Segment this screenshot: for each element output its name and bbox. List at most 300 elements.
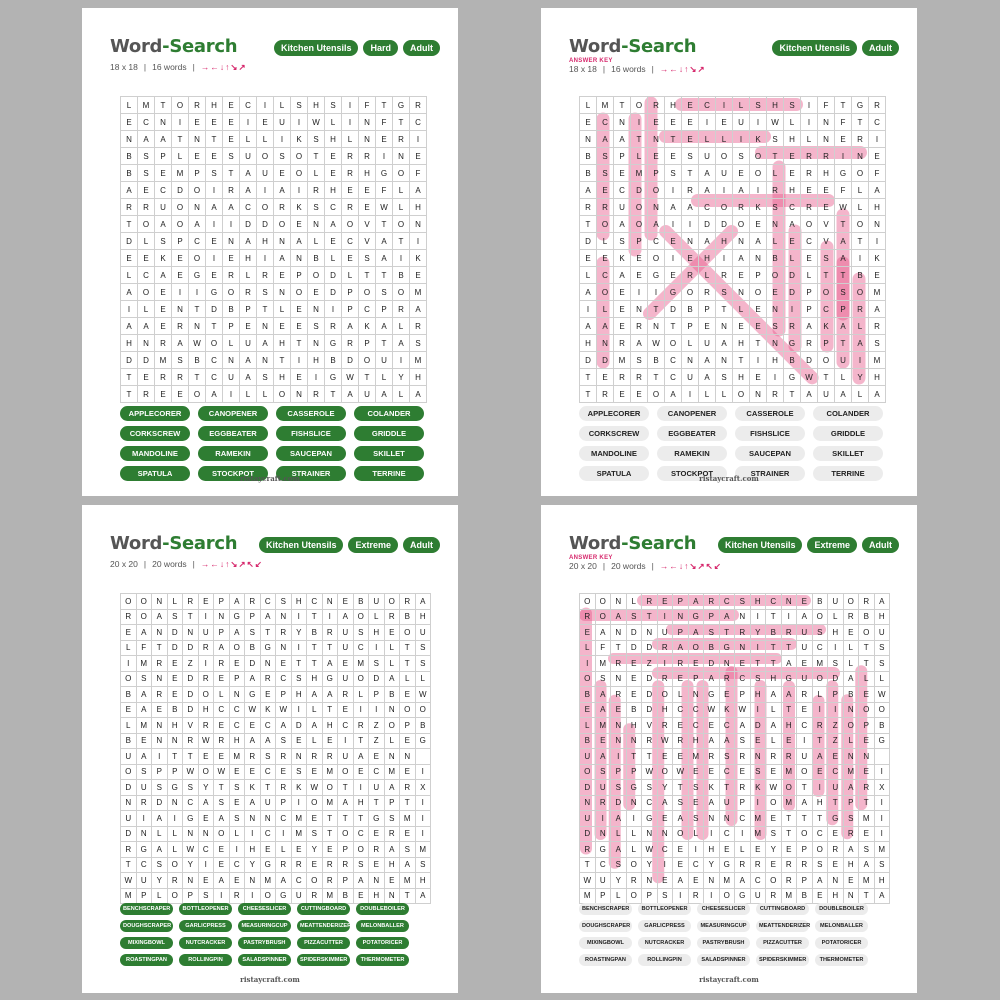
grid-cell: R: [631, 318, 648, 335]
grid-cell: E: [338, 702, 354, 718]
grid-cell: E: [657, 594, 673, 610]
grid-cell: E: [682, 250, 699, 267]
grid-cell: B: [121, 148, 138, 165]
grid-cell: W: [308, 114, 325, 131]
grid-cell: O: [198, 687, 214, 703]
grid-cell: N: [152, 671, 168, 687]
grid-cell: E: [682, 114, 699, 131]
grid-cell: I: [393, 352, 410, 369]
grid-cell: D: [325, 284, 342, 301]
grid-cell: A: [257, 335, 274, 352]
grid-cell: H: [733, 335, 750, 352]
grid-cell: S: [138, 148, 155, 165]
grid-cell: R: [843, 609, 859, 625]
word-count: 16 words: [611, 64, 646, 74]
grid-cell: H: [410, 369, 427, 386]
grid-cell: E: [733, 318, 750, 335]
grid-cell: E: [657, 749, 673, 765]
grid-cell: L: [342, 131, 359, 148]
grid-cell: I: [750, 640, 766, 656]
grid-cell: O: [308, 267, 325, 284]
grid-cell: N: [735, 640, 751, 656]
grid-cell: S: [682, 148, 699, 165]
grid-cell: C: [410, 114, 427, 131]
grid-cell: R: [869, 318, 886, 335]
grid-cell: E: [206, 114, 223, 131]
sheet-meta: 18 x 18 | 16 words | →←↓↑↘↗: [569, 64, 706, 74]
grid-cell: S: [276, 733, 292, 749]
grid-cell: R: [781, 873, 797, 889]
sheet-meta: 20 x 20 | 20 words | →←↓↑↘↗↖↙: [569, 561, 722, 571]
grid-cell: O: [657, 764, 673, 780]
grid-cell: E: [172, 250, 189, 267]
grid-cell: N: [688, 687, 704, 703]
grid-row: [121, 301, 427, 318]
grid-cell: F: [835, 114, 852, 131]
grid-cell: U: [338, 625, 354, 641]
grid-cell: O: [781, 780, 797, 796]
grid-cell: C: [597, 267, 614, 284]
grid-cell: G: [376, 165, 393, 182]
grid-cell: N: [152, 733, 168, 749]
audience-badge: Adult: [862, 40, 899, 56]
grid-cell: E: [338, 656, 354, 672]
grid-cell: W: [874, 687, 890, 703]
grid-cell: B: [784, 352, 801, 369]
grid-cell: T: [400, 888, 416, 904]
grid-cell: N: [183, 873, 199, 889]
grid-cell: E: [688, 656, 704, 672]
grid-cell: L: [274, 301, 291, 318]
grid-cell: A: [384, 842, 400, 858]
grid-cell: N: [276, 640, 292, 656]
grid-cell: G: [369, 811, 385, 827]
grid-row: [580, 826, 890, 842]
grid-cell: A: [699, 352, 716, 369]
grid-cell: A: [322, 687, 338, 703]
grid-row: [121, 369, 427, 386]
grid-cell: A: [735, 873, 751, 889]
word-chip: GRIDDLE: [354, 426, 424, 441]
grid-cell: A: [121, 182, 138, 199]
grid-cell: C: [198, 842, 214, 858]
grid-cell: N: [580, 795, 596, 811]
letter-grid: [579, 593, 890, 904]
grid-cell: N: [369, 873, 385, 889]
grid-cell: S: [750, 764, 766, 780]
grid-cell: N: [750, 749, 766, 765]
grid-cell: R: [801, 199, 818, 216]
grid-cell: I: [716, 97, 733, 114]
grid-cell: E: [597, 182, 614, 199]
grid-cell: E: [152, 702, 168, 718]
grid-row: [121, 625, 431, 641]
grid-cell: R: [274, 199, 291, 216]
grid-cell: W: [735, 702, 751, 718]
word-chip: SALADSPINNER: [238, 954, 291, 966]
grid-cell: R: [682, 182, 699, 199]
grid-cell: C: [699, 97, 716, 114]
grid-cell: I: [828, 640, 844, 656]
grid-cell: N: [733, 233, 750, 250]
sheet-title: [110, 36, 237, 57]
grid-cell: G: [626, 780, 642, 796]
grid-cell: R: [353, 718, 369, 734]
grid-cell: O: [307, 795, 323, 811]
grid-cell: N: [735, 609, 751, 625]
grid-cell: A: [835, 233, 852, 250]
grid-cell: P: [673, 594, 689, 610]
grid-cell: O: [400, 702, 416, 718]
grid-cell: L: [597, 301, 614, 318]
grid-cell: A: [198, 795, 214, 811]
grid-cell: C: [673, 702, 689, 718]
grid-cell: P: [735, 795, 751, 811]
grid-cell: C: [812, 826, 828, 842]
grid-cell: K: [291, 199, 308, 216]
grid-cell: S: [767, 199, 784, 216]
grid-cell: S: [767, 131, 784, 148]
grid-cell: O: [580, 671, 596, 687]
grid-cell: T: [766, 609, 782, 625]
answer-key-sheet-20: [541, 505, 917, 993]
grid-cell: N: [682, 352, 699, 369]
grid-cell: C: [828, 764, 844, 780]
grid-cell: D: [801, 352, 818, 369]
grid-cell: A: [338, 609, 354, 625]
grid-cell: E: [155, 284, 172, 301]
word-chip: CORKSCREW: [579, 426, 649, 441]
grid-cell: W: [121, 873, 137, 889]
grid-cell: M: [843, 764, 859, 780]
grid-row: [121, 764, 431, 780]
grid-cell: L: [121, 718, 137, 734]
grid-cell: S: [611, 857, 627, 873]
grid-cell: H: [733, 369, 750, 386]
grid-cell: R: [322, 749, 338, 765]
grid-cell: R: [704, 749, 720, 765]
grid-cell: Y: [852, 369, 869, 386]
grid-cell: I: [257, 250, 274, 267]
grid-cell: P: [682, 318, 699, 335]
grid-cell: T: [189, 369, 206, 386]
grid-cell: S: [155, 233, 172, 250]
grid-cell: E: [614, 301, 631, 318]
grid-cell: S: [665, 165, 682, 182]
grid-cell: M: [812, 656, 828, 672]
grid-cell: L: [699, 131, 716, 148]
grid-cell: G: [704, 687, 720, 703]
grid-cell: E: [665, 114, 682, 131]
grid-cell: D: [167, 640, 183, 656]
grid-cell: E: [735, 764, 751, 780]
grid-cell: G: [735, 888, 751, 904]
grid-cell: G: [136, 842, 152, 858]
grid-cell: M: [400, 873, 416, 889]
grid-cell: P: [338, 842, 354, 858]
grid-cell: S: [384, 811, 400, 827]
grid-cell: P: [342, 284, 359, 301]
grid-cell: I: [291, 114, 308, 131]
grid-cell: A: [704, 733, 720, 749]
grid-cell: E: [274, 267, 291, 284]
grid-cell: T: [766, 640, 782, 656]
grid-cell: R: [735, 857, 751, 873]
grid-cell: O: [214, 826, 230, 842]
grid-cell: A: [614, 131, 631, 148]
word-chip: ROASTINGPAN: [120, 954, 173, 966]
grid-cell: E: [828, 749, 844, 765]
grid-cell: R: [155, 369, 172, 386]
grid-cell: L: [673, 687, 689, 703]
grid-cell: O: [626, 857, 642, 873]
word-chip: MANDOLINE: [579, 446, 649, 461]
sheet-header: [569, 36, 899, 82]
grid-cell: A: [631, 335, 648, 352]
grid-cell: U: [136, 780, 152, 796]
grid-cell: G: [642, 811, 658, 827]
audience-badge: Adult: [403, 40, 440, 56]
grid-cell: E: [812, 888, 828, 904]
grid-cell: M: [781, 888, 797, 904]
word-chip: CORKSCREW: [120, 426, 190, 441]
grid-cell: S: [138, 165, 155, 182]
grid-cell: A: [245, 733, 261, 749]
grid-cell: O: [121, 594, 137, 610]
sheet-header: [110, 36, 440, 82]
grid-cell: G: [325, 335, 342, 352]
grid-cell: N: [400, 749, 416, 765]
word-chip: PASTRYBRUSH: [697, 937, 750, 949]
grid-cell: T: [642, 749, 658, 765]
grid-cell: I: [274, 131, 291, 148]
word-chip: BENCHSCRAPER: [120, 903, 173, 915]
grid-cell: H: [784, 182, 801, 199]
grid-cell: A: [152, 842, 168, 858]
badge-row: [259, 537, 440, 553]
grid-cell: O: [338, 826, 354, 842]
grid-cell: A: [138, 131, 155, 148]
grid-cell: D: [580, 826, 596, 842]
grid-cell: T: [121, 216, 138, 233]
grid-cell: T: [673, 780, 689, 796]
grid-cell: T: [859, 888, 875, 904]
grid-cell: S: [291, 764, 307, 780]
direction-arrows: →←↓↑↘↗: [659, 64, 706, 74]
grid-cell: S: [874, 656, 890, 672]
grid-cell: N: [614, 114, 631, 131]
grid-cell: I: [874, 764, 890, 780]
grid-cell: R: [852, 131, 869, 148]
grid-cell: L: [308, 165, 325, 182]
word-chip: RAMEKIN: [198, 446, 268, 461]
sheet-header: [110, 533, 440, 579]
grid-cell: T: [835, 97, 852, 114]
grid-cell: W: [766, 780, 782, 796]
grid-cell: S: [657, 888, 673, 904]
grid-cell: P: [673, 625, 689, 641]
grid-cell: P: [223, 318, 240, 335]
grid-cell: E: [699, 318, 716, 335]
grid-cell: E: [410, 148, 427, 165]
grid-cell: R: [410, 97, 427, 114]
grid-cell: E: [206, 267, 223, 284]
grid-cell: L: [325, 250, 342, 267]
grid-cell: N: [359, 131, 376, 148]
grid-row: [580, 687, 890, 703]
grid-cell: N: [648, 318, 665, 335]
grid-cell: G: [828, 811, 844, 827]
grid-cell: N: [121, 795, 137, 811]
grid-cell: R: [189, 97, 206, 114]
grid-cell: D: [642, 640, 658, 656]
grid-cell: P: [699, 301, 716, 318]
grid-cell: L: [384, 733, 400, 749]
word-chip: MEATTENDERIZER: [297, 920, 350, 932]
grid-cell: T: [376, 267, 393, 284]
grid-cell: I: [750, 114, 767, 131]
grid-cell: I: [665, 182, 682, 199]
grid-cell: H: [410, 199, 427, 216]
grid-cell: P: [359, 335, 376, 352]
grid-cell: B: [307, 625, 323, 641]
grid-size: 18 x 18: [569, 64, 597, 74]
grid-cell: E: [626, 671, 642, 687]
grid-cell: E: [673, 842, 689, 858]
grid-cell: L: [138, 233, 155, 250]
grid-cell: E: [818, 182, 835, 199]
grid-cell: S: [410, 335, 427, 352]
grid-cell: D: [626, 640, 642, 656]
grid-cell: E: [801, 250, 818, 267]
grid-cell: G: [260, 857, 276, 873]
grid-row: [580, 594, 890, 610]
grid-cell: T: [781, 826, 797, 842]
grid-cell: I: [784, 301, 801, 318]
grid-cell: T: [359, 369, 376, 386]
grid-cell: C: [138, 267, 155, 284]
grid-cell: S: [136, 764, 152, 780]
grid-cell: H: [415, 609, 431, 625]
grid-row: [121, 718, 431, 734]
grid-row: [580, 233, 886, 250]
grid-cell: C: [648, 233, 665, 250]
grid-cell: O: [291, 165, 308, 182]
grid-cell: N: [121, 131, 138, 148]
grid-cell: T: [859, 640, 875, 656]
grid-cell: E: [338, 594, 354, 610]
grid-cell: H: [869, 369, 886, 386]
grid-cell: T: [781, 702, 797, 718]
grid-cell: T: [167, 749, 183, 765]
grid-cell: U: [338, 640, 354, 656]
grid-cell: O: [307, 873, 323, 889]
grid-cell: E: [828, 857, 844, 873]
grid-row: [580, 764, 890, 780]
grid-cell: E: [223, 114, 240, 131]
grid-row: [121, 687, 431, 703]
grid-cell: O: [852, 284, 869, 301]
grid-cell: N: [183, 625, 199, 641]
grid-row: [121, 640, 431, 656]
grid-cell: E: [835, 131, 852, 148]
grid-cell: C: [784, 199, 801, 216]
direction-arrows: →←↓↑↘↗↖↙: [659, 561, 722, 571]
grid-cell: E: [291, 216, 308, 233]
grid-cell: S: [597, 148, 614, 165]
grid-cell: N: [322, 594, 338, 610]
grid-cell: O: [750, 148, 767, 165]
grid-cell: L: [611, 826, 627, 842]
grid-cell: S: [835, 284, 852, 301]
grid-cell: E: [136, 733, 152, 749]
grid-cell: W: [342, 369, 359, 386]
grid-cell: I: [801, 114, 818, 131]
grid-cell: L: [415, 671, 431, 687]
grid-cell: A: [384, 780, 400, 796]
grid-cell: H: [688, 733, 704, 749]
grid-cell: O: [138, 216, 155, 233]
grid-cell: K: [750, 199, 767, 216]
word-count: 16 words: [152, 62, 187, 72]
grid-cell: O: [733, 216, 750, 233]
grid-cell: S: [716, 284, 733, 301]
grid-cell: A: [206, 199, 223, 216]
grid-cell: L: [257, 386, 274, 403]
grid-cell: R: [183, 733, 199, 749]
grid-row: [121, 609, 431, 625]
grid-cell: N: [229, 687, 245, 703]
grid-cell: V: [359, 233, 376, 250]
grid-cell: R: [183, 594, 199, 610]
grid-cell: L: [843, 733, 859, 749]
grid-row: [580, 267, 886, 284]
grid-cell: P: [614, 148, 631, 165]
grid-cell: L: [812, 687, 828, 703]
grid-cell: A: [614, 216, 631, 233]
grid-cell: L: [580, 718, 596, 734]
grid-cell: Z: [642, 656, 658, 672]
word-chip: MANDOLINE: [120, 446, 190, 461]
word-list: [579, 406, 883, 481]
grid-cell: K: [410, 250, 427, 267]
grid-cell: L: [626, 826, 642, 842]
grid-cell: C: [719, 718, 735, 734]
grid-cell: E: [223, 131, 240, 148]
grid-row: [580, 284, 886, 301]
title-word: Word: [110, 533, 163, 554]
word-chip: SKILLET: [813, 446, 883, 461]
grid-cell: B: [766, 625, 782, 641]
grid-cell: T: [580, 369, 597, 386]
word-chip: POTATORICER: [815, 937, 868, 949]
grid-cell: C: [766, 594, 782, 610]
grid-cell: O: [384, 718, 400, 734]
grid-cell: K: [291, 131, 308, 148]
grid-cell: R: [631, 369, 648, 386]
grid-cell: H: [121, 335, 138, 352]
grid-cell: W: [642, 842, 658, 858]
grid-row: [580, 625, 890, 641]
grid-cell: L: [240, 131, 257, 148]
grid-cell: D: [699, 216, 716, 233]
grid-cell: T: [214, 780, 230, 796]
title-word: Word: [569, 533, 622, 554]
grid-cell: N: [818, 114, 835, 131]
grid-cell: A: [611, 811, 627, 827]
grid-cell: A: [869, 182, 886, 199]
grid-cell: N: [719, 656, 735, 672]
